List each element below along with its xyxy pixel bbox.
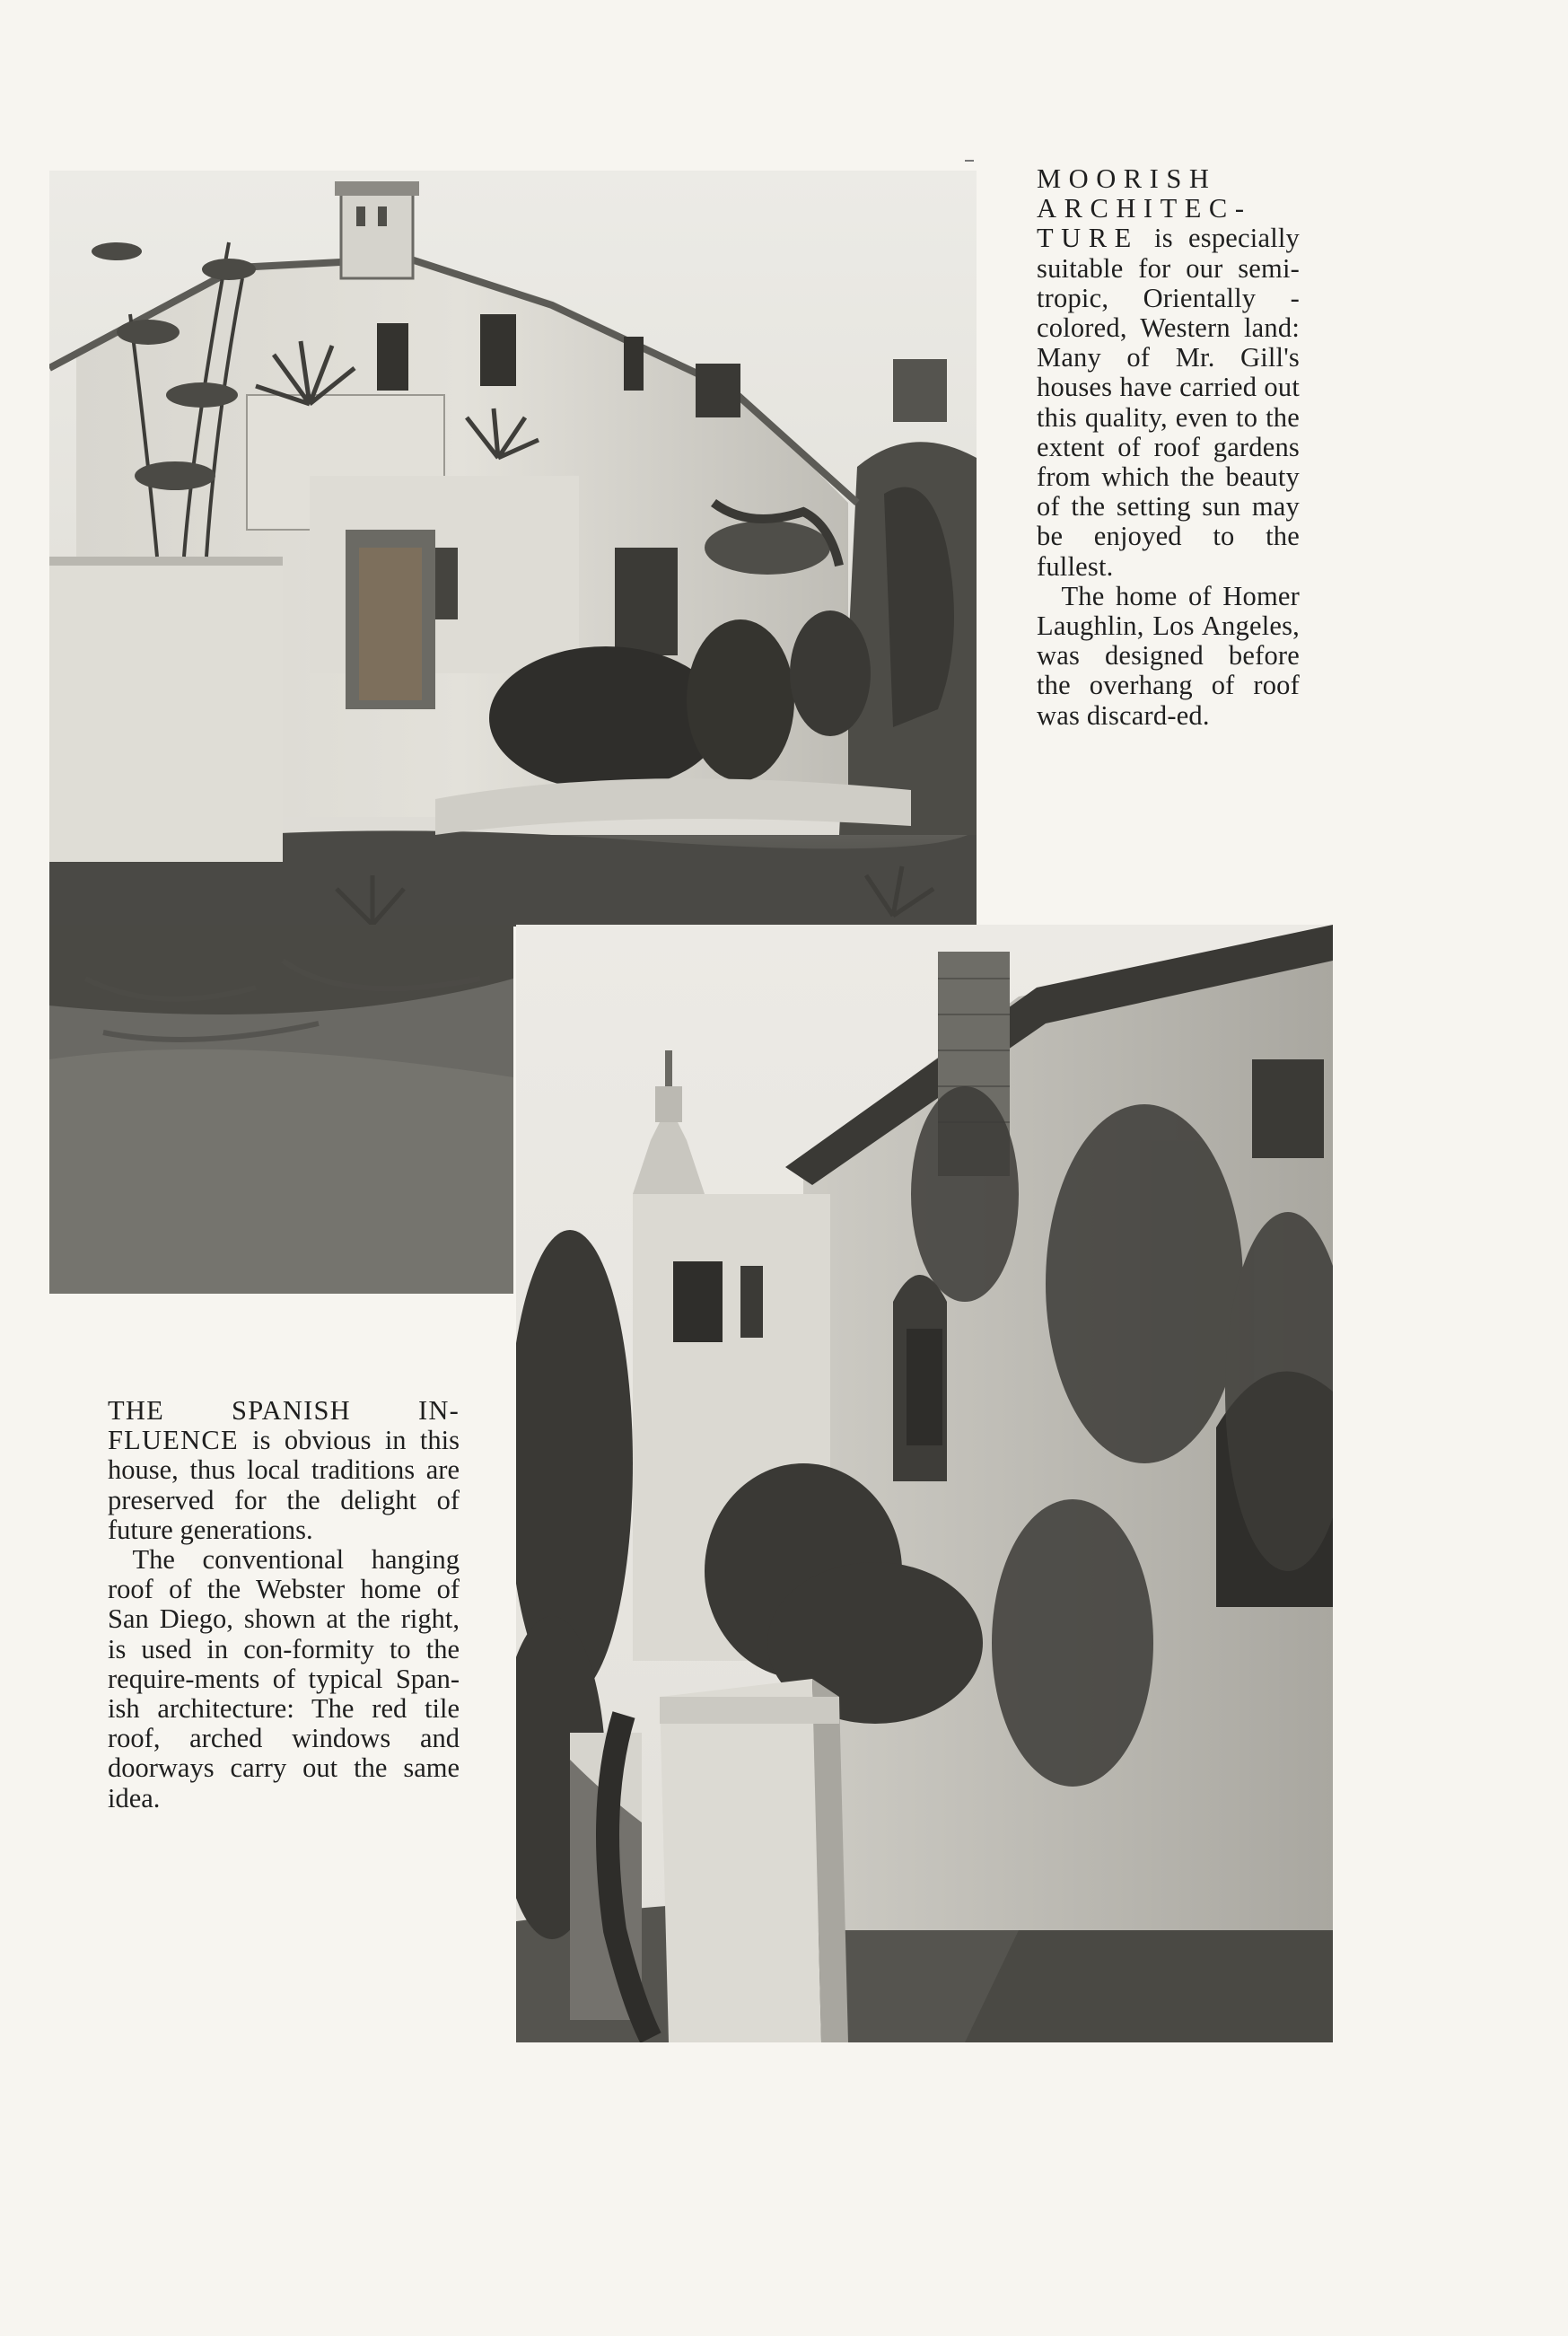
spanish-caption-lead: THE SPANISH IN-FLUENCE <box>108 1395 460 1456</box>
spanish-caption-paragraph-2: The conventional hanging roof of the Webster home of San Diego, shown at the right, is used in con-formity to the require-ments of typical Span-ish architecture: The red tile roof, arched windows and doorways carry out the same idea. <box>108 1544 460 1813</box>
moorish-caption-paragraph-2: The home of Homer Laughlin, Los Angeles, was designed before the overhang of roof was discard-ed. <box>1037 580 1300 731</box>
webster-home-photo <box>516 925 1333 2042</box>
moorish-architecture-caption <box>1037 164 1300 731</box>
printer-mark <box>965 160 974 162</box>
spanish-caption-paragraph-1 <box>108 1396 460 1545</box>
moorish-caption-body: is especially suitable for our semi-tropic, Orientally - colored, Western land: Many of Mr. Gill's houses have carried out this quality, even to the extent of roof gardens from which the beauty of the setting sun may be enjoyed to the fullest. <box>1037 223 1300 582</box>
lawn-photo-extension <box>49 925 513 1294</box>
spanish-influence-caption <box>108 1396 460 1813</box>
moorish-caption-lead: MOORISH ARCHITEC-TURE <box>1037 163 1252 254</box>
lawn-illustration <box>49 925 513 1294</box>
homer-laughlin-home-illustration <box>49 171 977 926</box>
spanish-caption-body: is obvious in this house, thus local traditions are preserved for the delight of future generations. <box>108 1425 460 1545</box>
moorish-caption-paragraph-1 <box>1037 164 1300 582</box>
webster-home-illustration <box>516 925 1333 2042</box>
homer-laughlin-home-photo <box>49 171 977 926</box>
